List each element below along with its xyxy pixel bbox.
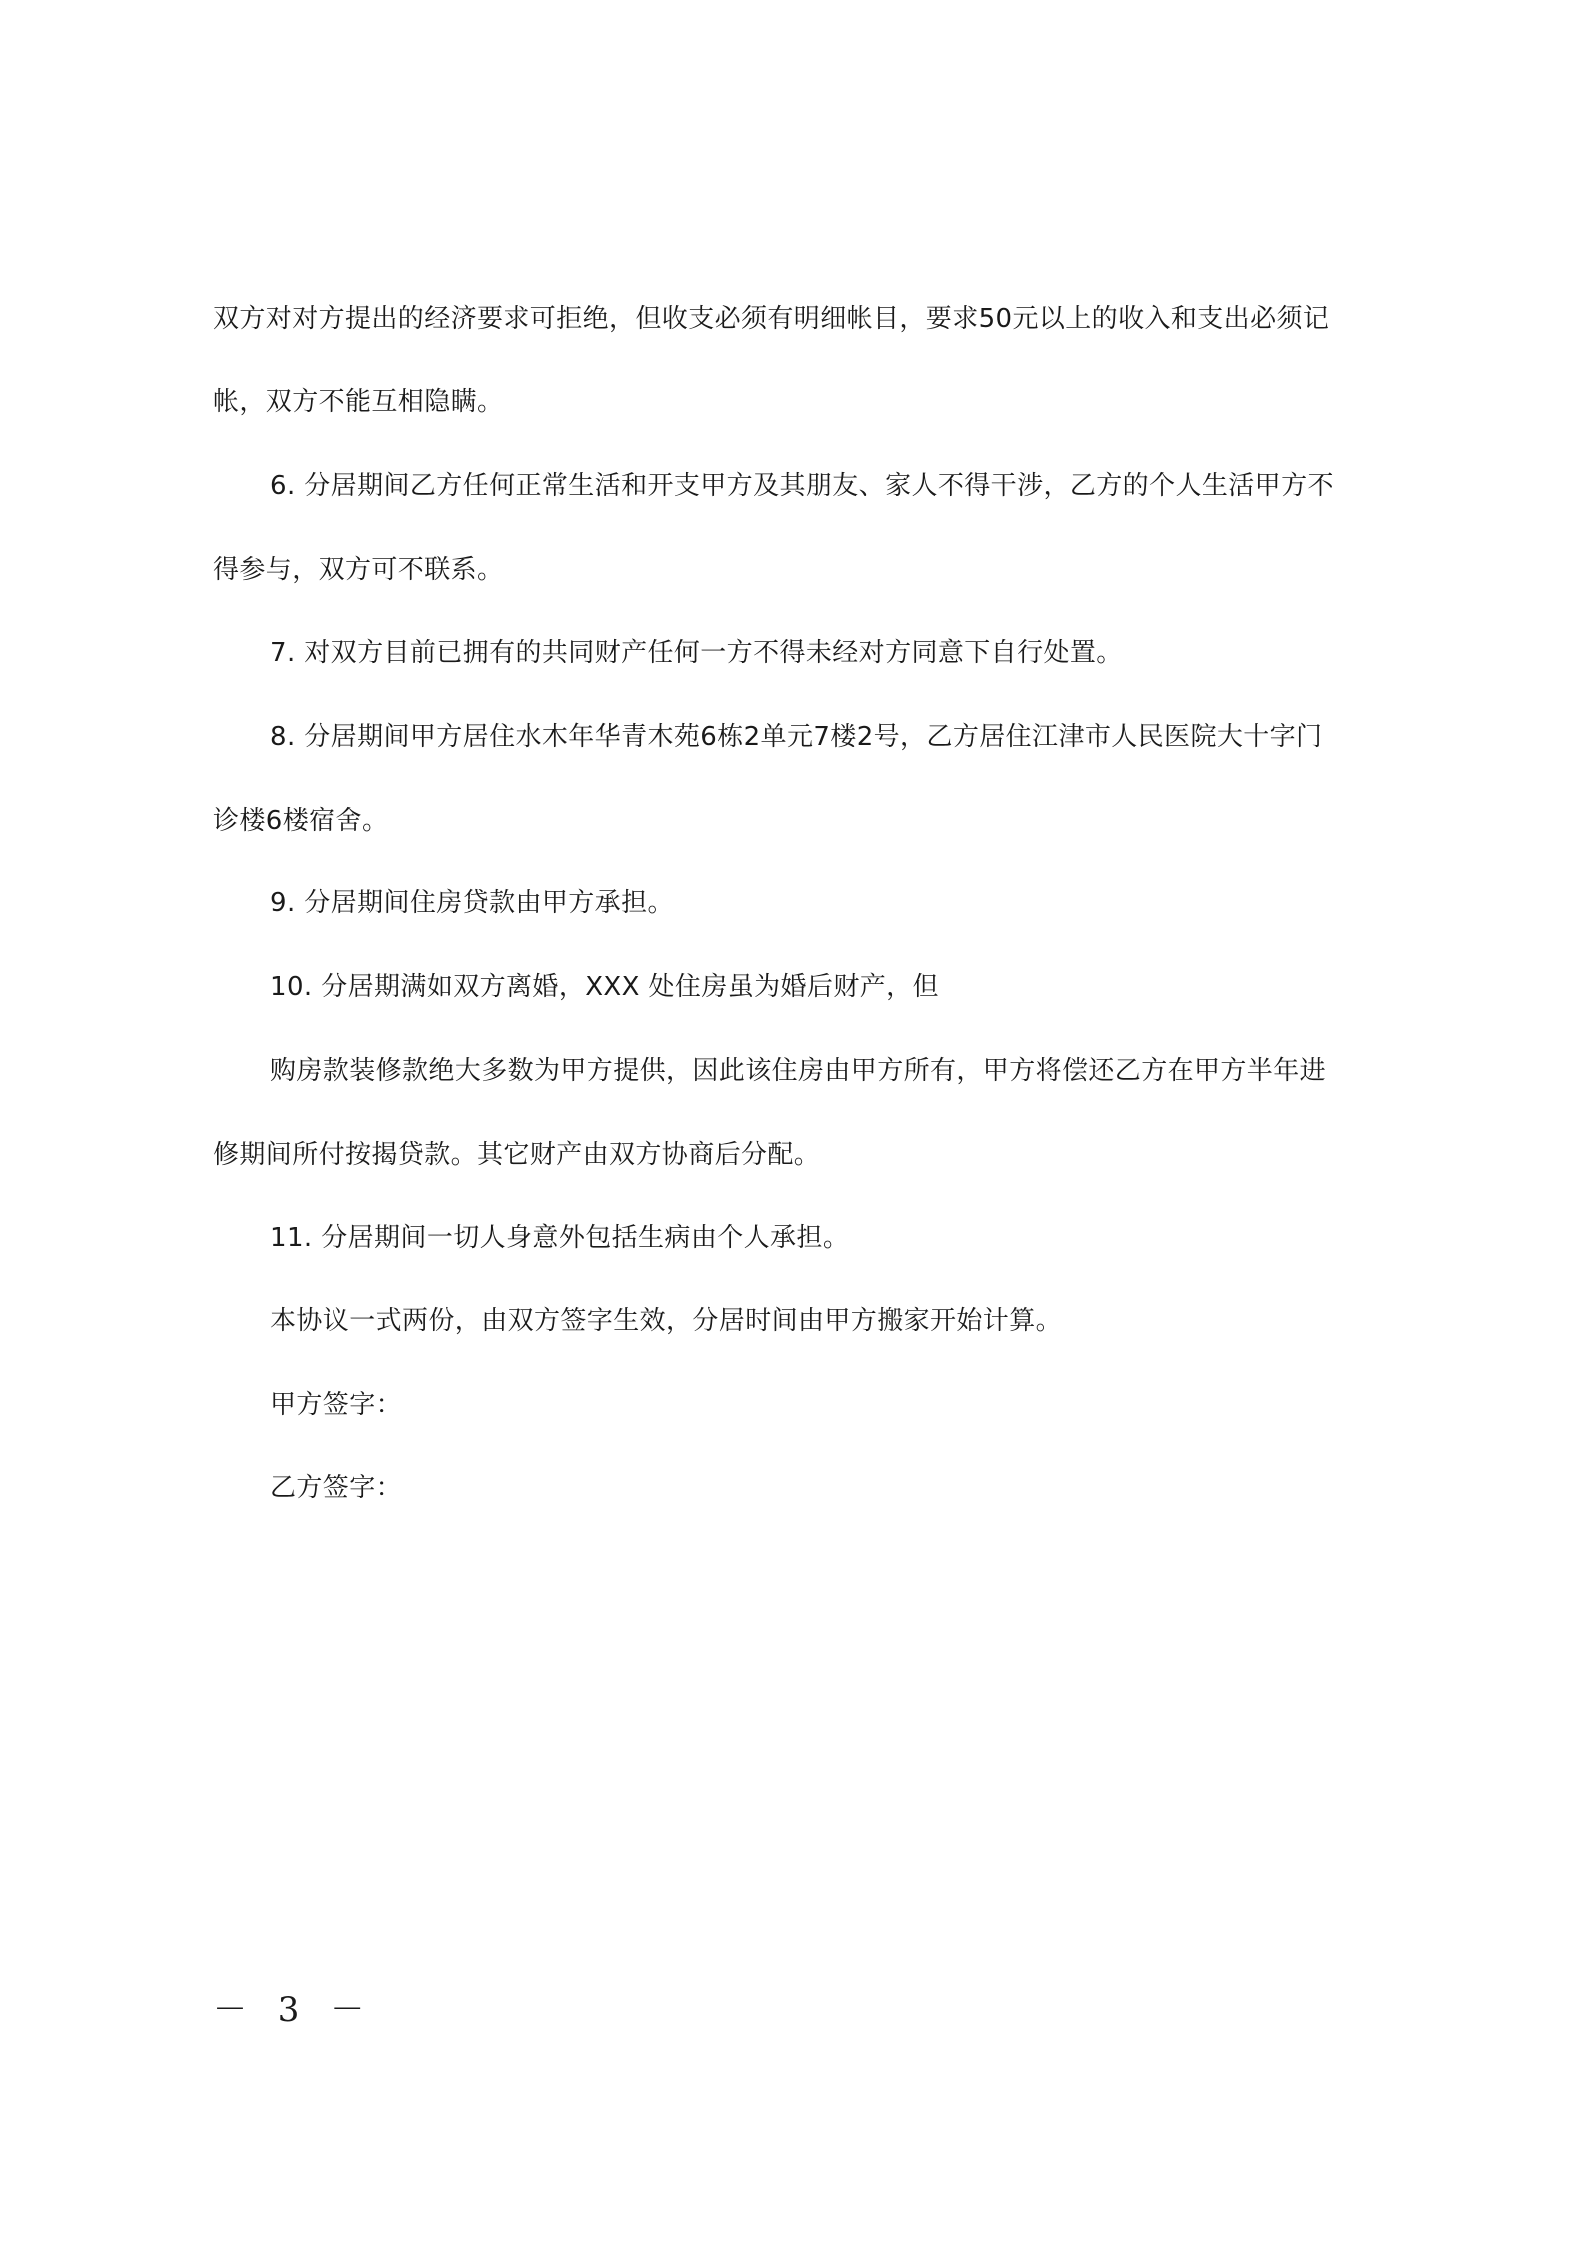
page-number: － 3 － [213,1990,375,2030]
signature-label-party-b: 乙方签字： [270,1473,403,1503]
text-line: 双方对对方提出的经济要求可拒绝，但收支必须有明细帐目，要求50元以上的收入和支出必须记 [213,304,1330,334]
text-line: 10. 分居期满如双方离婚，XXX 处住房虽为婚后财产，但 [270,972,939,1002]
text-line: 6. 分居期间乙方任何正常生活和开支甲方及其朋友、家人不得干涉，乙方的个人生活甲方不 [270,471,1334,501]
text-line: 8. 分居期间甲方居住水木年华青木苑6栋2单元7楼2号，乙方居住江津市人民医院大十字门 [270,722,1323,752]
text-line: 本协议一式两份，由双方签字生效，分居时间由甲方搬家开始计算。 [270,1306,1063,1336]
text-line: 修期间所付按揭贷款。其它财产由双方协商后分配。 [213,1140,821,1170]
text-line: 诊楼6楼宿舍。 [213,806,389,836]
text-line: 11. 分居期间一切人身意外包括生病由个人承担。 [270,1223,850,1253]
text-line: 得参与，双方可不联系。 [213,555,504,585]
text-line: 9. 分居期间住房贷款由甲方承担。 [270,888,674,918]
text-line: 购房款装修款绝大多数为甲方提供，因此该住房由甲方所有，甲方将偿还乙方在甲方半年进 [270,1056,1327,1086]
text-line: 帐，双方不能互相隐瞒。 [213,387,504,417]
text-line: 7. 对双方目前已拥有的共同财产任何一方不得未经对方同意下自行处置。 [270,638,1123,668]
signature-label-party-a: 甲方签字： [270,1390,403,1420]
